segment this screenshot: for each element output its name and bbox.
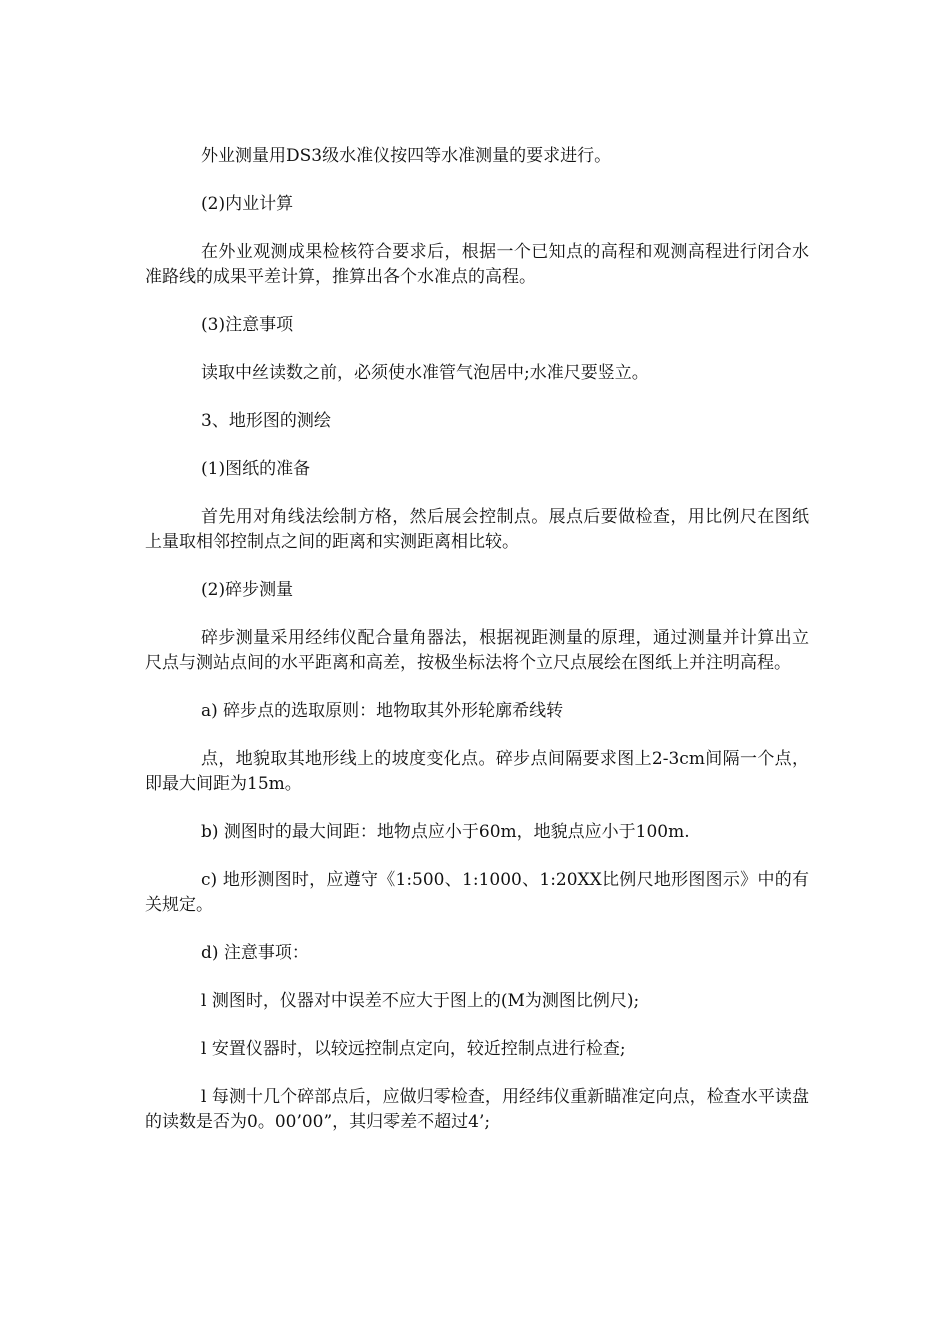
paragraph-detail-survey-method: 碎步测量采用经纬仪配合量角器法，根据视距测量的原理，通过测量并计算出立尺点与测站点间的水平距离和高差，按极坐标法将个立尺点展绘在图纸上并注明高程。	[145, 628, 809, 673]
heading-topographic-mapping: 3、地形图的测绘	[201, 411, 331, 431]
paragraph-item-a: a) 碎步点的选取原则：地物取其外形轮廓希线转	[201, 701, 564, 721]
paragraph-item-b: b) 测图时的最大间距：地物点应小于60m，地貌点应小于100m.	[201, 822, 690, 842]
paragraph-leveling-method: 外业测量用DS3级水准仪按四等水准测量的要求进行。	[201, 146, 612, 166]
paragraph-adjustment: 在外业观测成果检核符合要求后，根据一个已知点的高程和观测高程进行闭合水准路线的成果平差计算，推算出各个水准点的高程。	[145, 242, 809, 287]
heading-office-calculation: (2)内业计算	[201, 194, 294, 214]
paragraph-bubble-centering: 读取中丝读数之前，必须使水准管气泡居中;水准尺要竖立。	[201, 363, 649, 383]
list-item-centering-error: l 测图时，仪器对中误差不应大于图上的(M为测图比例尺);	[201, 991, 640, 1011]
document-body	[145, 144, 809, 1158]
heading-detail-survey: (2)碎步测量	[201, 580, 294, 600]
heading-precautions: (3)注意事项	[201, 315, 294, 335]
paragraph-item-c: c) 地形测图时，应遵守《1:500、1:1000、1:20XX比例尺地形图图示》中的有关规定。	[145, 870, 809, 915]
paragraph-item-d: d) 注意事项：	[201, 943, 309, 963]
list-item-zero-check: l 每测十几个碎部点后，应做归零检查，用经纬仪重新瞄准定向点，检查水平读盘的读数是否为0。00’00”，其归零差不超过4’;	[145, 1087, 809, 1132]
paragraph-item-a-continued: 点，地貌取其地形线上的坡度变化点。碎步点间隔要求图上2-3cm间隔一个点，即最大间距为15m。	[145, 749, 809, 794]
list-item-orientation: l 安置仪器时，以较远控制点定向，较近控制点进行检查;	[201, 1039, 626, 1059]
heading-paper-preparation: (1)图纸的准备	[201, 459, 311, 479]
paragraph-grid-drawing: 首先用对角线法绘制方格，然后展会控制点。展点后要做检查，用比例尺在图纸上量取相邻控制点之间的距离和实测距离相比较。	[145, 507, 809, 552]
